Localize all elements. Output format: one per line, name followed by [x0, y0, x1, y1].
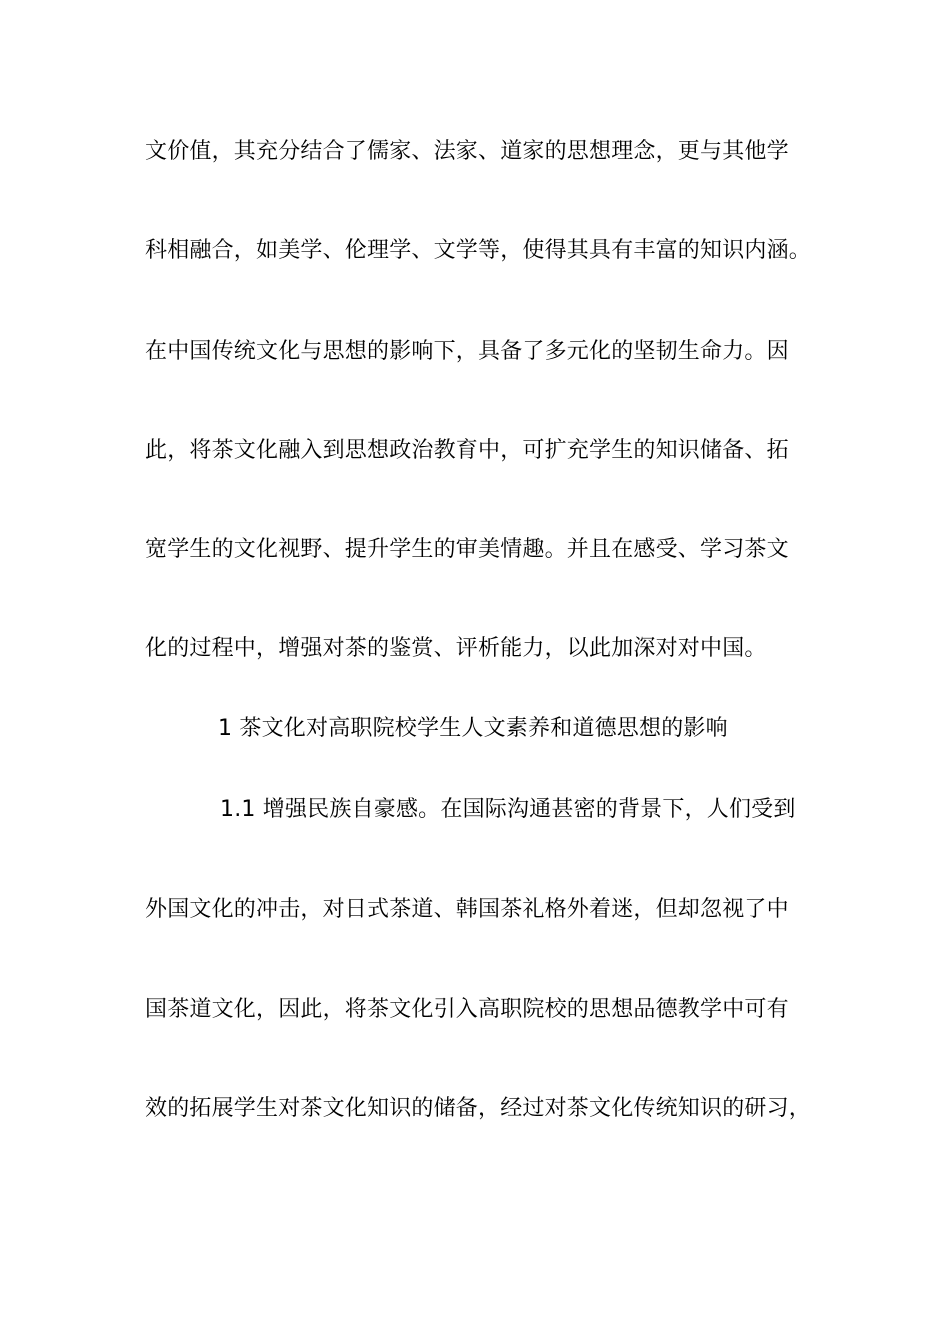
section-heading: 1 茶文化对高职院校学生人文素养和道德思想的影响	[218, 716, 728, 741]
text-line: 宽学生的文化视野、提升学生的审美情趣。并且在感受、学习茶文	[145, 537, 789, 562]
text-line: 效的拓展学生对茶文化知识的储备，经过对茶文化传统知识的研习，	[145, 1096, 812, 1121]
text-line: 科相融合，如美学、伦理学、文学等，使得其具有丰富的知识内涵。	[145, 238, 812, 263]
text-line: 国茶道文化，因此，将茶文化引入高职院校的思想品德教学中可有	[145, 997, 789, 1022]
text-line: 文价值，其充分结合了儒家、法家、道家的思想理念，更与其他学	[145, 139, 789, 164]
text-line: 化的过程中，增强对茶的鉴赏、评析能力，以此加深对对中国。	[145, 636, 767, 661]
text-line: 此，将茶文化融入到思想政治教育中，可扩充学生的知识储备、拓	[145, 438, 789, 463]
text-line: 外国文化的冲击，对日式茶道、韩国茶礼格外着迷，但却忽视了中	[145, 897, 789, 922]
subsection-heading-line: 1.1 增强民族自豪感。在国际沟通甚密的背景下，人们受到	[220, 797, 796, 822]
text-line: 在中国传统文化与思想的影响下，具备了多元化的坚韧生命力。因	[145, 339, 789, 364]
